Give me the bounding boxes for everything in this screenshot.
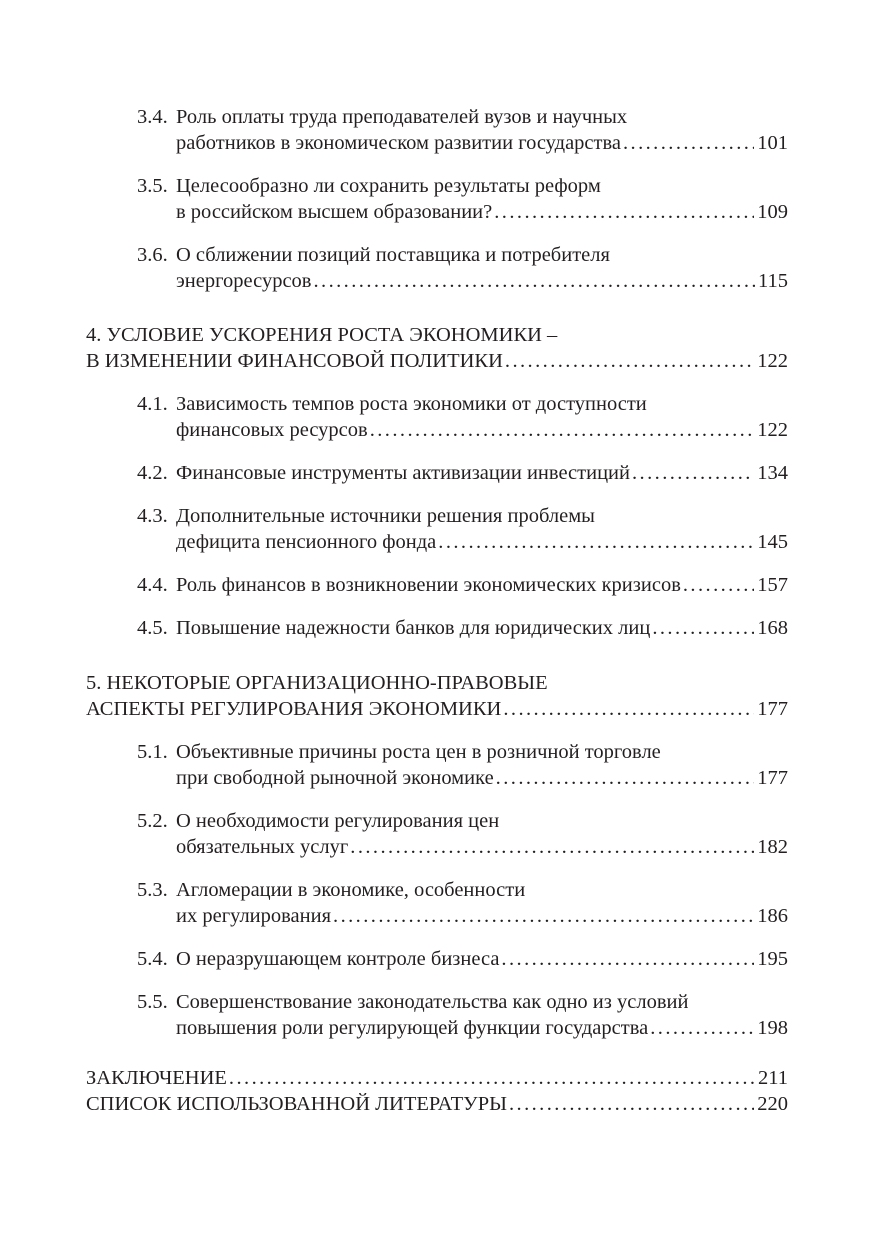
toc-entry-3-5-line2[interactable]: [176, 199, 788, 225]
leader-dots: [509, 1091, 754, 1117]
page-number: 145: [757, 531, 788, 553]
section-number: 4.1.: [137, 393, 168, 415]
references-title: СПИСОК ИСПОЛЬЗОВАННОЙ ЛИТЕРАТУРЫ: [86, 1093, 507, 1115]
entry-title-cont: финансовых ресурсов: [176, 419, 368, 441]
entry-title: Дополнительные источники решения проблемы: [176, 505, 595, 527]
toc-entry-5-5-line2[interactable]: [176, 1015, 788, 1041]
toc-chapter-5-line2[interactable]: [86, 696, 788, 722]
entry-title: О сближении позиций поставщика и потребителя: [176, 244, 610, 266]
leader-dots: [503, 696, 754, 722]
leader-dots: [632, 460, 754, 486]
entry-title: Целесообразно ли сохранить результаты реформ: [176, 175, 601, 197]
section-number: 5.3.: [137, 879, 168, 901]
toc-entry-4-1-line2[interactable]: [176, 417, 788, 443]
chapter-title-cont: В ИЗМЕНЕНИИ ФИНАНСОВОЙ ПОЛИТИКИ: [86, 350, 503, 372]
toc-entry-3-4-line1[interactable]: [137, 104, 788, 130]
conclusion-title: ЗАКЛЮЧЕНИЕ: [86, 1067, 227, 1089]
section-number: 5.1.: [137, 741, 168, 763]
entry-title-cont: обязательных услуг: [176, 836, 349, 858]
section-number: 4.5.: [137, 617, 168, 639]
toc-entry-4-2[interactable]: [137, 460, 788, 486]
toc-entry-3-5-line1[interactable]: [137, 173, 788, 199]
entry-title-cont: работников в экономическом развитии государства: [176, 132, 621, 154]
toc-entry-4-4[interactable]: [137, 572, 788, 598]
leader-dots: [350, 834, 754, 860]
page-number: 115: [758, 270, 788, 292]
leader-dots: [333, 903, 754, 929]
page-number: 168: [757, 617, 788, 639]
toc-chapter-5-line1[interactable]: [86, 670, 788, 696]
entry-title: Финансовые инструменты активизации инвестиций: [176, 462, 630, 484]
section-number: 4.3.: [137, 505, 168, 527]
section-number: 5.5.: [137, 991, 168, 1013]
toc-entry-5-2-line2[interactable]: [176, 834, 788, 860]
section-number: 5.2.: [137, 810, 168, 832]
leader-dots: [650, 1015, 754, 1041]
toc-entry-3-6-line2[interactable]: [176, 268, 788, 294]
toc-entry-5-3-line1[interactable]: [137, 877, 788, 903]
toc-entry-3-6-line1[interactable]: [137, 242, 788, 268]
toc-entry-5-5-line1[interactable]: [137, 989, 788, 1015]
page-number: 186: [757, 905, 788, 927]
page-number: 195: [757, 948, 788, 970]
entry-title: Роль оплаты труда преподавателей вузов и научных: [176, 106, 628, 128]
chapter-title: 4. УСЛОВИЕ УСКОРЕНИЯ РОСТА ЭКОНОМИКИ –: [86, 324, 558, 346]
leader-dots: [438, 529, 754, 555]
entry-title: Зависимость темпов роста экономики от доступности: [176, 393, 647, 415]
entry-title-cont: дефицита пенсионного фонда: [176, 531, 437, 553]
section-number: 4.2.: [137, 462, 168, 484]
page-number: 182: [757, 836, 788, 858]
section-number: 3.6.: [137, 244, 168, 266]
toc-entry-5-2-line1[interactable]: [137, 808, 788, 834]
toc-conclusion[interactable]: [86, 1065, 788, 1091]
leader-dots: [652, 615, 754, 641]
entry-title: Объективные причины роста цен в розничной торговле: [176, 741, 661, 763]
page-number: 101: [757, 132, 788, 154]
toc-entry-5-4[interactable]: [137, 946, 788, 972]
entry-title-cont: в российском высшем образовании?: [176, 201, 493, 223]
page-number: 122: [757, 419, 788, 441]
leader-dots: [505, 348, 754, 374]
leader-dots: [494, 199, 754, 225]
toc-entry-4-3-line2[interactable]: [176, 529, 788, 555]
toc-entry-4-5[interactable]: [137, 615, 788, 641]
entry-title: Повышение надежности банков для юридических лиц: [176, 617, 651, 639]
section-number: 3.5.: [137, 175, 168, 197]
entry-title: Агломерации в экономике, особенности: [176, 879, 526, 901]
page-number: 122: [757, 350, 788, 372]
entry-title: Совершенствование законодательства как одно из условий: [176, 991, 689, 1013]
section-number: 5.4.: [137, 948, 168, 970]
entry-title: Роль финансов в возникновении экономических кризисов: [176, 574, 681, 596]
page-number: 177: [757, 698, 788, 720]
leader-dots: [370, 417, 755, 443]
toc-entry-5-1-line1[interactable]: [137, 739, 788, 765]
toc-references[interactable]: [86, 1091, 788, 1117]
entry-title-cont: повышения роли регулирующей функции государства: [176, 1017, 649, 1039]
entry-title: О необходимости регулирования цен: [176, 810, 500, 832]
leader-dots: [623, 130, 754, 156]
toc-chapter-4-line1[interactable]: [86, 322, 788, 348]
toc-entry-5-3-line2[interactable]: [176, 903, 788, 929]
toc-entry-3-4-line2[interactable]: [176, 130, 788, 156]
leader-dots: [313, 268, 755, 294]
leader-dots: [683, 572, 754, 598]
entry-title: О неразрушающем контроле бизнеса: [176, 948, 500, 970]
leader-dots: [501, 946, 754, 972]
toc-chapter-4-line2[interactable]: [86, 348, 788, 374]
chapter-title: 5. НЕКОТОРЫЕ ОРГАНИЗАЦИОННО-ПРАВОВЫЕ: [86, 672, 548, 694]
section-number: 3.4.: [137, 106, 168, 128]
page-number: 157: [757, 574, 788, 596]
page-number: 211: [758, 1067, 788, 1089]
page-number: 134: [757, 462, 788, 484]
entry-title-cont: их регулирования: [176, 905, 332, 927]
toc-entry-4-1-line1[interactable]: [137, 391, 788, 417]
entry-title-cont: энергоресурсов: [176, 270, 312, 292]
entry-title-cont: при свободной рыночной экономике: [176, 767, 494, 789]
toc-entry-5-1-line2[interactable]: [176, 765, 788, 791]
chapter-title-cont: АСПЕКТЫ РЕГУЛИРОВАНИЯ ЭКОНОМИКИ: [86, 698, 502, 720]
page-number: 220: [757, 1093, 788, 1115]
section-number: 4.4.: [137, 574, 168, 596]
leader-dots: [496, 765, 755, 791]
page-number: 109: [757, 201, 788, 223]
toc-entry-4-3-line1[interactable]: [137, 503, 788, 529]
leader-dots: [229, 1065, 755, 1091]
page-number: 198: [757, 1017, 788, 1039]
page-number: 177: [757, 767, 788, 789]
